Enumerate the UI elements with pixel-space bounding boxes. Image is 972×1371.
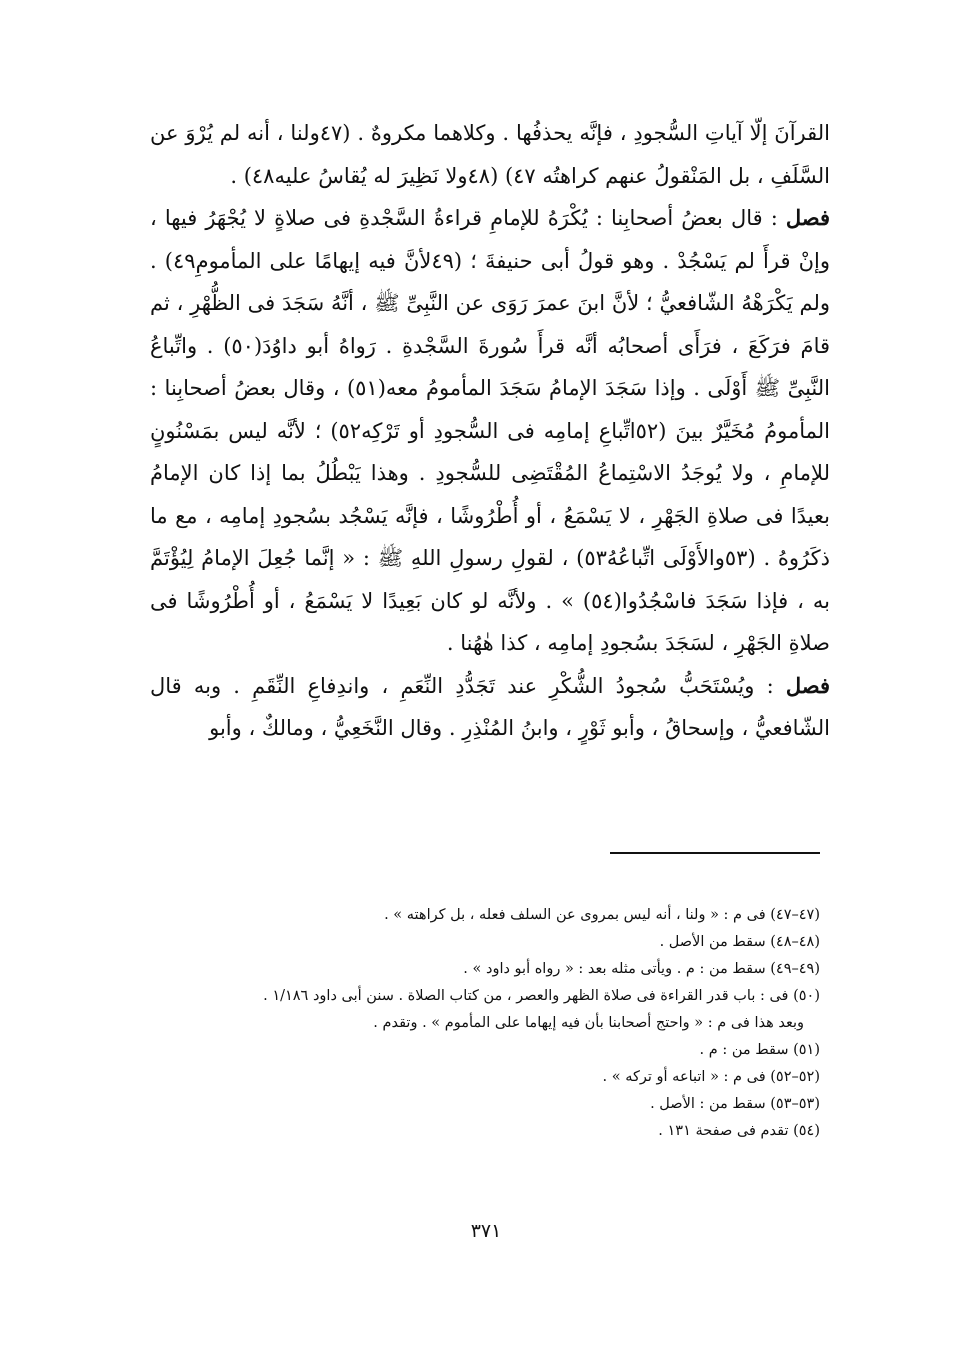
- section-keyword: فصل: [785, 672, 830, 698]
- footnote-48: (٤٨–٤٨) سقط من الأصل .: [659, 934, 820, 950]
- footnote-50: (٥٠) فى : باب قدر القراءة فى صلاة الظهر والعصر ، من كتاب الصلاة . سنن أبى داود ١/١٨٦ .: [263, 988, 820, 1004]
- footnotes: [160, 902, 820, 1145]
- footnote-53: (٥٣–٥٣) سقط من : الأصل .: [650, 1096, 820, 1112]
- paragraph-2: [150, 197, 830, 665]
- footnote-52: (٥٢–٥٢) فى م : « اتباعه أو تركه » .: [602, 1069, 820, 1085]
- paragraph-2-text: : قال بعضُ أصحابِنا : يُكْرَهُ للإمامِ قراءةُ السَّجْدةِ فى صلاةٍ لا يُجْهَرُ فيها ، وإنْ قرأَ لم يَسْجُدْ . وهو قولُ أبى حنيفةَ ؛ ‏(٤٩لأنَّ فيه إيهامًا على المأمومِ‏٤٩) . ولم يَكْرَهْهُ الشّافعيُّ ؛ لأنَّ ابنَ عمرَ رَوَى عن النَّبِىِّ ﷺ ، أنَّهُ سَجَدَ فى الظُّهْرِ ، ثم قامَ فرَكَعَ ، فرَأَى أصحابُه أنَّه قرأَ سُورةَ السَّجْدةِ . رَواهُ أبو داوُدَ‏(٥٠) . واتِّباعُ النَّبِىِّ ﷺ أَوْلَى . وإذا سَجَدَ الإمامُ سَجَدَ المأمومُ معه‏(٥١) ، وقال بعضُ أصحابِنا : المأمومُ مُخَيَّرٌ بينَ ‏(٥٢اتِّباعِ إمامِه فى السُّجودِ أو تَرْكِه‏٥٢) ؛ لأنَّه ليس بمَسْنُونٍ للإمامِ ، ولا يُوجَدُ الاسْتِماعُ المُقْتَضِى للسُّجودِ . وهذا يَبْطُلُ بما إذا كان الإمامُ بعيدًا فى صلاةِ الجَهْرِ ، لا يَسْمَعُ ، أو أُطْرُوشًا ، فإنَّه يَسْجُد بسُجودِ إمامِه ، مع ما ذكَرُوهُ . ‏(٥٣والأَوْلَى اتِّباعُهُ‏٥٣) ، لقولِ رسولِ اللهِ ﷺ : « إنَّما جُعِلَ الإمامُ لِيُؤْتَمَّ به ، فإذا سَجَدَ فاسْجُدُوا‏(٥٤) » . ولأنَّه لو كان بَعِيدًا لا يَسْمَعُ ، أو أُطْرُوشًا فى صلاةِ الجَهْرِ ، لسَجَدَ بسُجودِ إمامِه ، كذا هٰهُنا .: [150, 206, 831, 655]
- page-number: ٣٧١: [470, 1220, 502, 1242]
- section-keyword: فصل: [785, 205, 830, 230]
- footnote-54: (٥٤) تقدم فى صفحة ١٣١ .: [658, 1123, 820, 1139]
- paragraph-1: القرآنَ إلّا آياتِ السُّجودِ ، فإنَّه يحذفُها . وكلاهما مكروهٌ . ‏(٤٧ولنا ، أنه لم يُرْوَ عن السَّلَفِ ، بل المَنْقولُ عنهم كراهتُه ‏٤٧) ‏(٤٨ولا نَظِيرَ له يُقاسُ عليه‏٤٨) .: [150, 121, 830, 188]
- footnote-separator: [610, 852, 820, 854]
- footnote-47: (٤٧–٤٧) فى م : « ولنا ، أنه ليس بمروى عن السلف فعله ، بل كراهته » .: [384, 907, 820, 923]
- footnote-50-continuation: وبعد هذا فى م : « واحتج أصحابنا بأن فيه إيهاما على المأموم » . وتقدم .: [373, 1015, 804, 1031]
- footnote-49: (٤٩–٤٩) سقط من : م . ويأتى مثله بعد : « رواه أبو داود » .: [463, 961, 820, 977]
- paragraph-3: [150, 665, 830, 750]
- footnote-51: (٥١) سقط من : م .: [699, 1042, 820, 1058]
- main-text: [150, 112, 830, 750]
- paragraph-3-text: : ويُسْتَحَبُّ سُجودُ الشُّكْرِ عند تَجَدُّدِ النِّعَمِ ، واندِفاعِ النِّقَمِ . وبه قال الشّافعيُّ ، وإسحاقُ ، وأبو ثَوْرٍ ، وابنُ المُنْذِرِ . وقال النَّخَعِيُّ ، ومالكٌ ، وأبو: [150, 673, 830, 740]
